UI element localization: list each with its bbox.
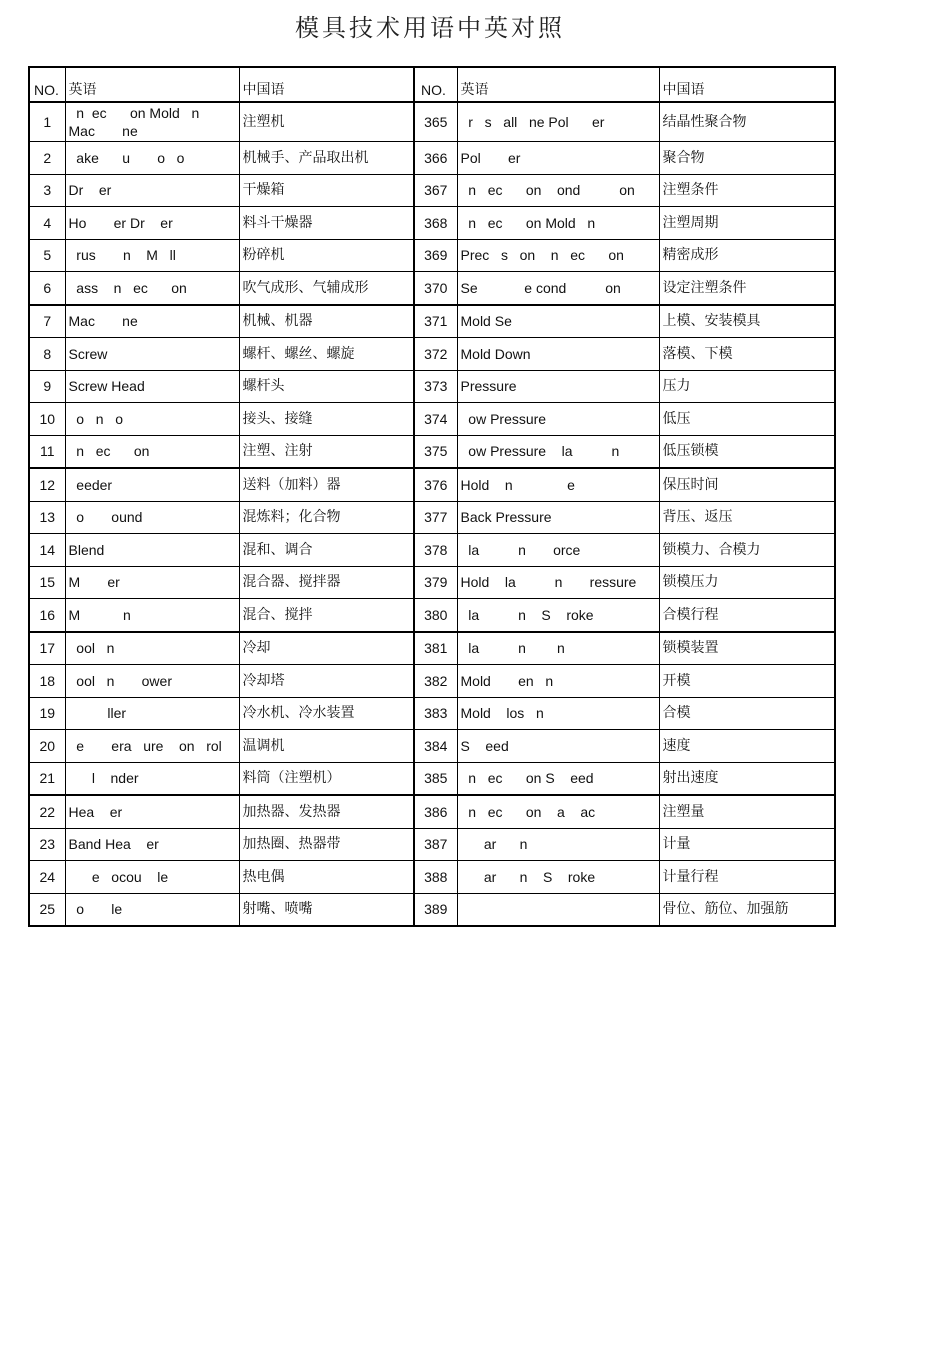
term-chinese-right: 上模、安装模具 <box>659 305 835 338</box>
term-number-left: 14 <box>29 534 65 567</box>
table-row <box>29 403 835 436</box>
term-english-right: Se e cond on <box>457 272 659 305</box>
table-row <box>29 501 835 534</box>
term-number-right: 383 <box>414 697 457 730</box>
term-chinese-right: 低压 <box>659 403 835 436</box>
table-row <box>29 174 835 207</box>
term-number-left: 17 <box>29 632 65 665</box>
term-number-left: 5 <box>29 239 65 272</box>
term-english-right: la n n <box>457 632 659 665</box>
term-number-left: 11 <box>29 435 65 468</box>
term-chinese-left: 粉碎机 <box>239 239 414 272</box>
table-row <box>29 730 835 763</box>
term-english-left: Screw <box>65 338 239 371</box>
term-english-left: Blend <box>65 534 239 567</box>
term-chinese-left: 料筒（注塑机） <box>239 762 414 795</box>
term-number-left: 19 <box>29 697 65 730</box>
term-chinese-left: 加热圈、热器带 <box>239 828 414 861</box>
table-row <box>29 102 835 142</box>
term-chinese-right: 锁模装置 <box>659 632 835 665</box>
header-row <box>29 67 835 102</box>
term-english-right: ar n <box>457 828 659 861</box>
term-number-right: 370 <box>414 272 457 305</box>
term-english-left: rus n M ll <box>65 239 239 272</box>
term-chinese-left: 注塑、注射 <box>239 435 414 468</box>
term-english-right: la n orce <box>457 534 659 567</box>
term-number-right: 384 <box>414 730 457 763</box>
term-number-right: 379 <box>414 566 457 599</box>
term-chinese-left: 混炼料；化合物 <box>239 501 414 534</box>
term-english-left: Screw Head <box>65 370 239 403</box>
term-english-right: Mold los n <box>457 697 659 730</box>
term-english-left: o le <box>65 893 239 926</box>
term-english-right: n ec on a ac <box>457 795 659 828</box>
term-english-right: S eed <box>457 730 659 763</box>
term-english-right: Mold Down <box>457 338 659 371</box>
term-chinese-left: 冷水机、冷水装置 <box>239 697 414 730</box>
term-chinese-right: 注塑周期 <box>659 207 835 240</box>
term-number-right: 375 <box>414 435 457 468</box>
term-english-right <box>457 893 659 926</box>
header-chinese-right: 中国语 <box>659 67 835 102</box>
term-chinese-left: 加热器、发热器 <box>239 795 414 828</box>
table-row <box>29 534 835 567</box>
table-row <box>29 468 835 501</box>
term-number-right: 374 <box>414 403 457 436</box>
table-row <box>29 435 835 468</box>
term-chinese-left: 射嘴、喷嘴 <box>239 893 414 926</box>
term-chinese-right: 骨位、筋位、加强筋 <box>659 893 835 926</box>
term-english-right: Mold en n <box>457 665 659 698</box>
table-row <box>29 207 835 240</box>
term-english-left: Ho er Dr er <box>65 207 239 240</box>
term-chinese-right: 结晶性聚合物 <box>659 102 835 142</box>
table-row <box>29 697 835 730</box>
term-english-left: ool n ower <box>65 665 239 698</box>
term-chinese-right: 精密成形 <box>659 239 835 272</box>
term-english-left: o n o <box>65 403 239 436</box>
term-chinese-left: 机械手、产品取出机 <box>239 142 414 175</box>
term-english-left: ool n <box>65 632 239 665</box>
term-number-right: 369 <box>414 239 457 272</box>
term-english-left: Mac ne <box>65 305 239 338</box>
term-chinese-right: 聚合物 <box>659 142 835 175</box>
term-english-right: n ec on Mold n <box>457 207 659 240</box>
page-title: 模具技术用语中英对照 <box>295 14 565 42</box>
term-chinese-left: 螺杆头 <box>239 370 414 403</box>
term-number-right: 367 <box>414 174 457 207</box>
table-row <box>29 142 835 175</box>
header-chinese-left: 中国语 <box>239 67 414 102</box>
term-chinese-right: 低压锁模 <box>659 435 835 468</box>
table-row <box>29 566 835 599</box>
table-row <box>29 599 835 632</box>
table-row <box>29 665 835 698</box>
term-chinese-left: 混和、调合 <box>239 534 414 567</box>
term-number-right: 376 <box>414 468 457 501</box>
term-chinese-left: 混合、搅拌 <box>239 599 414 632</box>
term-number-right: 368 <box>414 207 457 240</box>
term-number-left: 23 <box>29 828 65 861</box>
term-number-left: 10 <box>29 403 65 436</box>
term-number-right: 382 <box>414 665 457 698</box>
term-chinese-right: 合模行程 <box>659 599 835 632</box>
term-english-left: o ound <box>65 501 239 534</box>
term-chinese-left: 干燥箱 <box>239 174 414 207</box>
term-number-right: 371 <box>414 305 457 338</box>
term-number-right: 365 <box>414 102 457 142</box>
term-chinese-left: 料斗干燥器 <box>239 207 414 240</box>
term-english-left: ake u o o <box>65 142 239 175</box>
term-english-right: Hold n e <box>457 468 659 501</box>
header-english-left: 英语 <box>65 67 239 102</box>
term-number-right: 385 <box>414 762 457 795</box>
term-english-right: Hold la n ressure <box>457 566 659 599</box>
term-english-left: n ec on <box>65 435 239 468</box>
term-number-right: 378 <box>414 534 457 567</box>
term-chinese-right: 锁模压力 <box>659 566 835 599</box>
term-chinese-right: 合模 <box>659 697 835 730</box>
term-number-right: 386 <box>414 795 457 828</box>
term-chinese-left: 送料（加料）器 <box>239 468 414 501</box>
term-english-left: M n <box>65 599 239 632</box>
term-chinese-left: 温调机 <box>239 730 414 763</box>
table-row <box>29 632 835 665</box>
table-row <box>29 762 835 795</box>
term-english-left: n ec on Mold n Mac ne <box>65 102 239 142</box>
term-chinese-left: 注塑机 <box>239 102 414 142</box>
term-chinese-left: 吹气成形、气辅成形 <box>239 272 414 305</box>
term-number-left: 8 <box>29 338 65 371</box>
term-chinese-left: 机械、机器 <box>239 305 414 338</box>
header-english-right: 英语 <box>457 67 659 102</box>
term-chinese-left: 冷却塔 <box>239 665 414 698</box>
term-chinese-left: 螺杆、螺丝、螺旋 <box>239 338 414 371</box>
glossary-body <box>29 67 835 926</box>
table-row <box>29 893 835 926</box>
term-english-left: Hea er <box>65 795 239 828</box>
term-number-left: 21 <box>29 762 65 795</box>
term-number-left: 13 <box>29 501 65 534</box>
table-row <box>29 338 835 371</box>
term-chinese-left: 热电偶 <box>239 861 414 894</box>
term-number-left: 1 <box>29 102 65 142</box>
term-english-left: Dr er <box>65 174 239 207</box>
table-row <box>29 861 835 894</box>
term-number-right: 372 <box>414 338 457 371</box>
header-no-right: NO. <box>414 67 457 102</box>
term-number-left: 20 <box>29 730 65 763</box>
header-no-left: NO. <box>29 67 65 102</box>
term-english-right: Mold Se <box>457 305 659 338</box>
term-number-right: 373 <box>414 370 457 403</box>
term-english-right: n ec on S eed <box>457 762 659 795</box>
term-chinese-left: 冷却 <box>239 632 414 665</box>
term-chinese-right: 注塑量 <box>659 795 835 828</box>
term-chinese-right: 射出速度 <box>659 762 835 795</box>
table-row <box>29 370 835 403</box>
term-english-left: ller <box>65 697 239 730</box>
term-chinese-left: 混合器、搅拌器 <box>239 566 414 599</box>
term-number-left: 9 <box>29 370 65 403</box>
term-chinese-right: 背压、返压 <box>659 501 835 534</box>
term-number-right: 380 <box>414 599 457 632</box>
term-number-left: 6 <box>29 272 65 305</box>
term-number-left: 16 <box>29 599 65 632</box>
term-english-right: Pressure <box>457 370 659 403</box>
term-chinese-right: 计量 <box>659 828 835 861</box>
term-number-right: 389 <box>414 893 457 926</box>
term-english-right: n ec on ond on <box>457 174 659 207</box>
term-english-right: ow Pressure la n <box>457 435 659 468</box>
table-row <box>29 272 835 305</box>
term-chinese-right: 压力 <box>659 370 835 403</box>
term-english-right: ar n S roke <box>457 861 659 894</box>
table-row <box>29 239 835 272</box>
term-chinese-right: 锁模力、合模力 <box>659 534 835 567</box>
term-number-right: 377 <box>414 501 457 534</box>
term-chinese-right: 注塑条件 <box>659 174 835 207</box>
term-english-right: Pol er <box>457 142 659 175</box>
term-chinese-right: 落模、下模 <box>659 338 835 371</box>
term-chinese-left: 接头、接缝 <box>239 403 414 436</box>
term-number-right: 381 <box>414 632 457 665</box>
table-row <box>29 828 835 861</box>
term-number-right: 388 <box>414 861 457 894</box>
term-number-left: 12 <box>29 468 65 501</box>
term-english-left: e era ure on rol <box>65 730 239 763</box>
term-english-right: ow Pressure <box>457 403 659 436</box>
term-english-left: l nder <box>65 762 239 795</box>
term-chinese-right: 保压时间 <box>659 468 835 501</box>
term-chinese-right: 设定注塑条件 <box>659 272 835 305</box>
term-english-left: Band Hea er <box>65 828 239 861</box>
term-chinese-right: 开模 <box>659 665 835 698</box>
term-english-right: Prec s on n ec on <box>457 239 659 272</box>
term-number-right: 366 <box>414 142 457 175</box>
term-number-left: 4 <box>29 207 65 240</box>
table-row <box>29 795 835 828</box>
term-english-right: r s all ne Pol er <box>457 102 659 142</box>
term-number-left: 25 <box>29 893 65 926</box>
term-number-left: 7 <box>29 305 65 338</box>
table-row <box>29 305 835 338</box>
term-number-left: 2 <box>29 142 65 175</box>
term-number-left: 18 <box>29 665 65 698</box>
term-english-right: Back Pressure <box>457 501 659 534</box>
term-english-left: eeder <box>65 468 239 501</box>
term-english-left: M er <box>65 566 239 599</box>
term-number-left: 3 <box>29 174 65 207</box>
term-english-right: la n S roke <box>457 599 659 632</box>
term-english-left: ass n ec on <box>65 272 239 305</box>
term-number-left: 15 <box>29 566 65 599</box>
term-number-left: 22 <box>29 795 65 828</box>
term-chinese-right: 计量行程 <box>659 861 835 894</box>
term-number-right: 387 <box>414 828 457 861</box>
term-english-left: e ocou le <box>65 861 239 894</box>
term-chinese-right: 速度 <box>659 730 835 763</box>
glossary-table <box>28 66 836 927</box>
term-number-left: 24 <box>29 861 65 894</box>
